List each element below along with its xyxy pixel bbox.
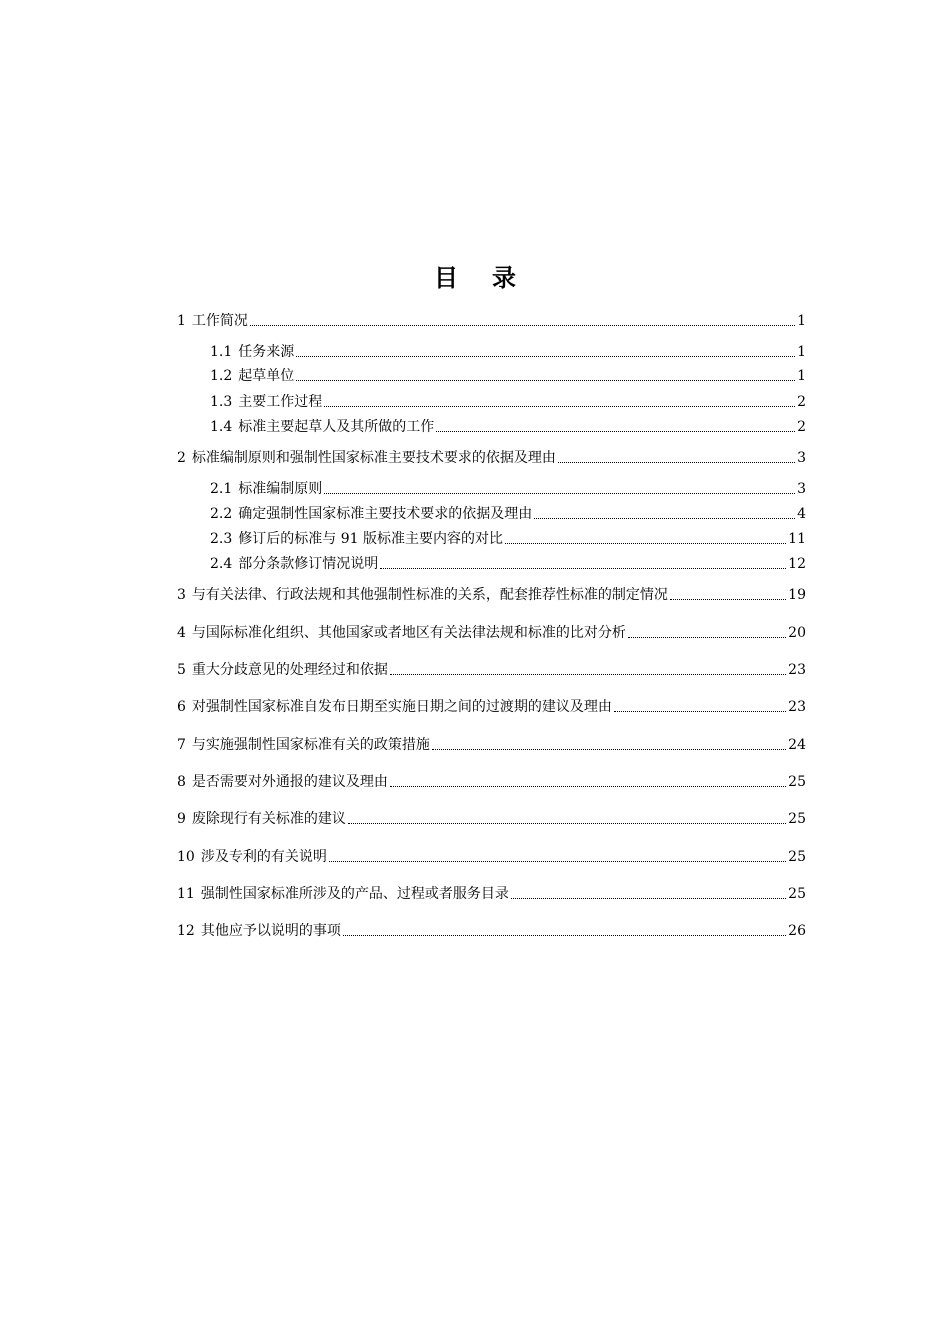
dot-leader: [296, 379, 795, 381]
toc-entry-9[interactable]: [177, 809, 806, 829]
toc-label: 任务来源: [238, 344, 295, 360]
toc-number: 2: [177, 450, 186, 466]
toc-label: 部分条款修订情况说明: [238, 556, 379, 572]
toc-label: 修订后的标准与 91 版标准主要内容的对比: [238, 531, 503, 547]
toc-page-number: 25: [788, 886, 806, 902]
toc-entry-2[interactable]: [177, 448, 806, 468]
toc-number: 6: [177, 699, 186, 715]
dot-leader: [348, 822, 786, 824]
dot-leader: [628, 636, 786, 638]
toc-entry-1-3[interactable]: [210, 392, 806, 412]
dot-leader: [250, 324, 795, 326]
toc-label: 标准编制原则和强制性国家标准主要技术要求的依据及理由: [191, 450, 556, 466]
toc-number: 1.4: [210, 419, 233, 435]
toc-number: 4: [177, 625, 186, 641]
dot-leader: [380, 567, 786, 569]
toc-entry-2-2[interactable]: [210, 504, 806, 524]
toc-label: 起草单位: [238, 368, 295, 384]
toc-entry-7[interactable]: [177, 735, 806, 755]
toc-page-number: 1: [797, 344, 806, 360]
table-of-contents: [177, 0, 806, 1344]
toc-page-number: 3: [797, 481, 806, 497]
dot-leader: [390, 673, 786, 675]
toc-page-number: 11: [788, 531, 806, 547]
toc-label: 与有关法律、行政法规和其他强制性标准的关系，配套推荐性标准的制定情况: [191, 587, 668, 603]
toc-page-number: 1: [797, 368, 806, 384]
dot-leader: [511, 897, 786, 899]
toc-label: 强制性国家标准所涉及的产品、过程或者服务目录: [200, 886, 509, 902]
toc-page-number: 12: [788, 556, 806, 572]
toc-page-number: 19: [788, 587, 806, 603]
toc-number: 9: [177, 811, 186, 827]
toc-entry-2-4[interactable]: [210, 554, 806, 574]
toc-page-number: 23: [788, 662, 806, 678]
toc-number: 12: [177, 923, 195, 939]
toc-page-number: 26: [788, 923, 806, 939]
dot-leader: [432, 748, 786, 750]
toc-page-number: 2: [797, 394, 806, 410]
dot-leader: [329, 860, 786, 862]
toc-page-number: 1: [797, 313, 806, 329]
toc-page-number: 25: [788, 811, 806, 827]
toc-label: 标准主要起草人及其所做的工作: [238, 419, 435, 435]
toc-page-number: 3: [797, 450, 806, 466]
toc-number: 7: [177, 737, 186, 753]
toc-label: 废除现行有关标准的建议: [191, 811, 346, 827]
toc-label: 标准编制原则: [238, 481, 323, 497]
toc-entry-1-2[interactable]: [210, 366, 806, 386]
dot-leader: [534, 517, 795, 519]
toc-number: 11: [177, 886, 195, 902]
toc-entry-6[interactable]: [177, 697, 806, 717]
dot-leader: [390, 785, 786, 787]
toc-entry-3[interactable]: [177, 585, 806, 605]
toc-label: 是否需要对外通报的建议及理由: [191, 774, 388, 790]
toc-entry-1[interactable]: [177, 311, 806, 331]
toc-page-number: 2: [797, 419, 806, 435]
page-title-char-2: 录: [492, 263, 516, 292]
toc-entry-5[interactable]: [177, 660, 806, 680]
toc-page-number: 4: [797, 506, 806, 522]
toc-page-number: 23: [788, 699, 806, 715]
dot-leader: [324, 492, 795, 494]
toc-entry-2-1[interactable]: [210, 479, 806, 499]
toc-entry-12[interactable]: [177, 921, 806, 941]
toc-entry-4[interactable]: [177, 623, 806, 643]
toc-label: 重大分歧意见的处理经过和依据: [191, 662, 388, 678]
toc-number: 2.3: [210, 531, 233, 547]
toc-entry-8[interactable]: [177, 772, 806, 792]
toc-page-number: 25: [788, 849, 806, 865]
dot-leader: [436, 430, 795, 432]
dot-leader: [505, 542, 786, 544]
toc-page-number: 20: [788, 625, 806, 641]
dot-leader: [296, 355, 795, 357]
toc-label: 工作简况: [191, 313, 248, 329]
toc-label: 对强制性国家标准自发布日期至实施日期之间的过渡期的建议及理由: [191, 699, 612, 715]
toc-entry-11[interactable]: [177, 884, 806, 904]
toc-number: 1.1: [210, 344, 233, 360]
toc-number: 5: [177, 662, 186, 678]
toc-number: 2.4: [210, 556, 233, 572]
toc-entry-1-1[interactable]: [210, 342, 806, 362]
dot-leader: [670, 598, 786, 600]
toc-label: 与国际标准化组织、其他国家或者地区有关法律法规和标准的比对分析: [191, 625, 626, 641]
toc-number: 2.1: [210, 481, 233, 497]
toc-label: 其他应予以说明的事项: [200, 923, 341, 939]
toc-number: 1: [177, 313, 186, 329]
toc-label: 与实施强制性国家标准有关的政策措施: [191, 737, 430, 753]
dot-leader: [614, 710, 786, 712]
toc-number: 10: [177, 849, 195, 865]
toc-number: 8: [177, 774, 186, 790]
toc-entry-10[interactable]: [177, 847, 806, 867]
toc-number: 3: [177, 587, 186, 603]
dot-leader: [324, 405, 795, 407]
toc-entry-1-4[interactable]: [210, 417, 806, 437]
toc-page-number: 24: [788, 737, 806, 753]
dot-leader: [558, 461, 795, 463]
toc-page-number: 25: [788, 774, 806, 790]
toc-label: 主要工作过程: [238, 394, 323, 410]
page-title-char-1: 目: [434, 263, 458, 292]
toc-number: 1.2: [210, 368, 233, 384]
toc-number: 2.2: [210, 506, 233, 522]
dot-leader: [343, 934, 786, 936]
toc-number: 1.3: [210, 394, 233, 410]
toc-label: 涉及专利的有关说明: [200, 849, 327, 865]
toc-label: 确定强制性国家标准主要技术要求的依据及理由: [238, 506, 533, 522]
toc-entry-2-3[interactable]: [210, 529, 806, 549]
